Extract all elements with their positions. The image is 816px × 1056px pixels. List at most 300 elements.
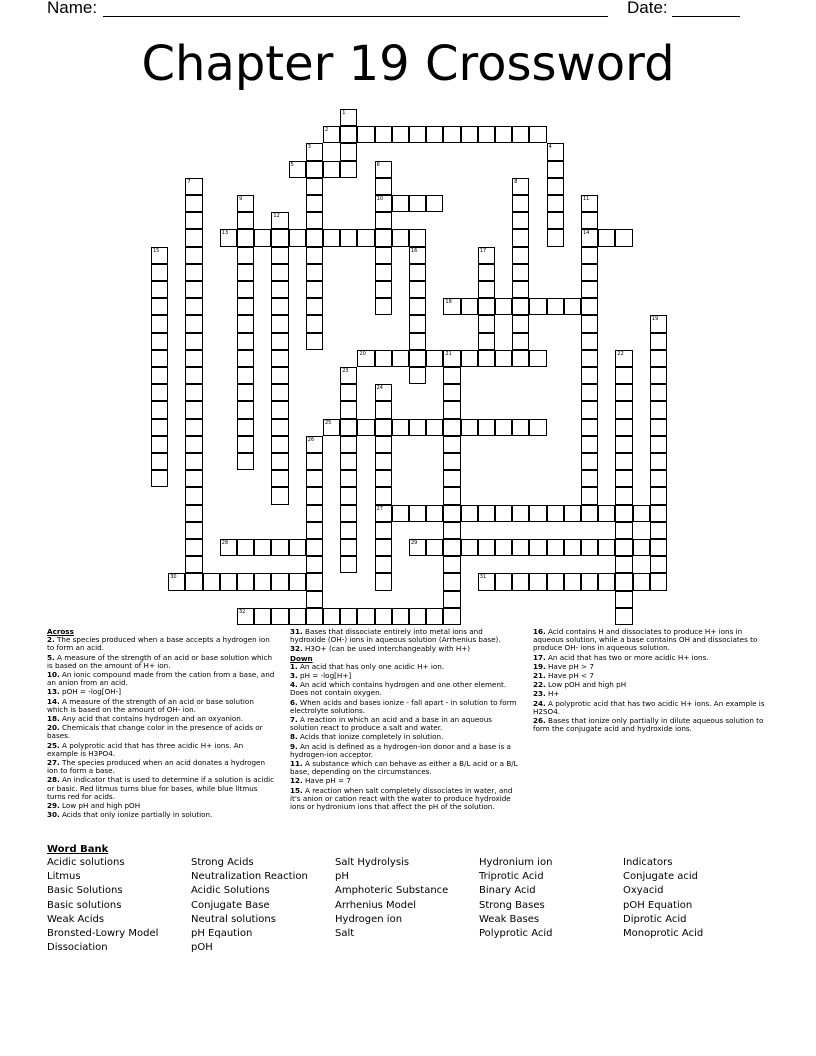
crossword-cell[interactable] [495, 539, 512, 556]
crossword-cell[interactable] [185, 212, 202, 229]
crossword-cell[interactable] [271, 350, 288, 367]
crossword-cell[interactable] [495, 505, 512, 522]
crossword-cell[interactable] [495, 573, 512, 590]
crossword-cell[interactable] [306, 298, 323, 315]
crossword-cell[interactable] [340, 505, 357, 522]
crossword-cell[interactable] [306, 212, 323, 229]
crossword-cell[interactable] [306, 573, 323, 590]
crossword-cell[interactable] [581, 453, 598, 470]
crossword-cell[interactable] [357, 229, 374, 246]
crossword-cell[interactable] [547, 143, 564, 160]
crossword-cell[interactable] [461, 539, 478, 556]
crossword-cell[interactable] [340, 401, 357, 418]
crossword-cell[interactable] [564, 505, 581, 522]
crossword-cell[interactable] [615, 350, 632, 367]
crossword-cell[interactable] [512, 229, 529, 246]
crossword-cell[interactable] [375, 229, 392, 246]
crossword-cell[interactable] [185, 281, 202, 298]
crossword-cell[interactable] [650, 470, 667, 487]
crossword-cell[interactable] [306, 522, 323, 539]
crossword-cell[interactable] [375, 453, 392, 470]
crossword-cell[interactable] [254, 573, 271, 590]
crossword-cell[interactable] [581, 247, 598, 264]
crossword-cell[interactable] [289, 229, 306, 246]
crossword-cell[interactable] [185, 298, 202, 315]
crossword-cell[interactable] [151, 419, 168, 436]
crossword-cell[interactable] [392, 126, 409, 143]
crossword-cell[interactable] [650, 350, 667, 367]
crossword-cell[interactable] [409, 505, 426, 522]
crossword-cell[interactable] [306, 453, 323, 470]
crossword-cell[interactable] [650, 315, 667, 332]
crossword-cell[interactable] [151, 436, 168, 453]
crossword-cell[interactable] [220, 539, 237, 556]
crossword-cell[interactable] [512, 315, 529, 332]
crossword-cell[interactable] [185, 453, 202, 470]
crossword-cell[interactable] [547, 505, 564, 522]
crossword-cell[interactable] [650, 401, 667, 418]
crossword-cell[interactable] [375, 350, 392, 367]
crossword-cell[interactable] [185, 350, 202, 367]
crossword-cell[interactable] [340, 608, 357, 625]
crossword-cell[interactable] [357, 350, 374, 367]
crossword-cell[interactable] [650, 436, 667, 453]
crossword-cell[interactable] [375, 436, 392, 453]
crossword-cell[interactable] [271, 264, 288, 281]
crossword-cell[interactable] [581, 436, 598, 453]
crossword-cell[interactable] [443, 384, 460, 401]
crossword-cell[interactable] [340, 367, 357, 384]
crossword-cell[interactable] [237, 436, 254, 453]
crossword-cell[interactable] [392, 419, 409, 436]
crossword-cell[interactable] [289, 573, 306, 590]
crossword-cell[interactable] [375, 401, 392, 418]
crossword-cell[interactable] [547, 161, 564, 178]
crossword-cell[interactable] [443, 487, 460, 504]
crossword-cell[interactable] [581, 333, 598, 350]
crossword-cell[interactable] [271, 367, 288, 384]
crossword-cell[interactable] [598, 539, 615, 556]
crossword-cell[interactable] [392, 505, 409, 522]
crossword-cell[interactable] [185, 264, 202, 281]
crossword-cell[interactable] [340, 384, 357, 401]
crossword-cell[interactable] [529, 505, 546, 522]
crossword-cell[interactable] [340, 161, 357, 178]
crossword-cell[interactable] [443, 591, 460, 608]
crossword-cell[interactable] [461, 505, 478, 522]
crossword-cell[interactable] [392, 229, 409, 246]
crossword-cell[interactable] [271, 229, 288, 246]
crossword-cell[interactable] [306, 247, 323, 264]
crossword-cell[interactable] [478, 315, 495, 332]
crossword-cell[interactable] [237, 315, 254, 332]
crossword-cell[interactable] [443, 350, 460, 367]
crossword-cell[interactable] [529, 539, 546, 556]
crossword-cell[interactable] [254, 539, 271, 556]
crossword-cell[interactable] [375, 384, 392, 401]
crossword-cell[interactable] [547, 229, 564, 246]
crossword-cell[interactable] [564, 298, 581, 315]
crossword-cell[interactable] [512, 178, 529, 195]
crossword-cell[interactable] [615, 522, 632, 539]
crossword-cell[interactable] [375, 522, 392, 539]
crossword-cell[interactable] [512, 505, 529, 522]
crossword-cell[interactable] [271, 401, 288, 418]
crossword-cell[interactable] [461, 350, 478, 367]
crossword-cell[interactable] [375, 212, 392, 229]
crossword-cell[interactable] [306, 487, 323, 504]
crossword-cell[interactable] [650, 556, 667, 573]
crossword-cell[interactable] [185, 487, 202, 504]
crossword-cell[interactable] [478, 281, 495, 298]
crossword-cell[interactable] [478, 505, 495, 522]
crossword-cell[interactable] [581, 367, 598, 384]
crossword-cell[interactable] [357, 126, 374, 143]
crossword-cell[interactable] [340, 487, 357, 504]
crossword-cell[interactable] [512, 350, 529, 367]
crossword-cell[interactable] [323, 161, 340, 178]
crossword-cell[interactable] [151, 453, 168, 470]
crossword-cell[interactable] [237, 453, 254, 470]
crossword-cell[interactable] [357, 419, 374, 436]
crossword-cell[interactable] [271, 212, 288, 229]
crossword-cell[interactable] [254, 608, 271, 625]
crossword-cell[interactable] [271, 333, 288, 350]
crossword-cell[interactable] [409, 229, 426, 246]
crossword-cell[interactable] [615, 436, 632, 453]
crossword-cell[interactable] [615, 401, 632, 418]
crossword-cell[interactable] [633, 505, 650, 522]
crossword-cell[interactable] [581, 298, 598, 315]
crossword-cell[interactable] [323, 229, 340, 246]
crossword-cell[interactable] [185, 229, 202, 246]
crossword-cell[interactable] [512, 247, 529, 264]
crossword-cell[interactable] [633, 573, 650, 590]
crossword-cell[interactable] [512, 539, 529, 556]
crossword-cell[interactable] [185, 384, 202, 401]
crossword-cell[interactable] [495, 350, 512, 367]
crossword-cell[interactable] [409, 195, 426, 212]
crossword-cell[interactable] [237, 195, 254, 212]
crossword-cell[interactable] [340, 109, 357, 126]
crossword-cell[interactable] [443, 419, 460, 436]
crossword-cell[interactable] [185, 419, 202, 436]
crossword-cell[interactable] [254, 229, 271, 246]
crossword-cell[interactable] [581, 573, 598, 590]
crossword-cell[interactable] [375, 281, 392, 298]
crossword-cell[interactable] [185, 556, 202, 573]
crossword-cell[interactable] [426, 126, 443, 143]
crossword-cell[interactable] [581, 539, 598, 556]
crossword-cell[interactable] [443, 505, 460, 522]
crossword-cell[interactable] [151, 264, 168, 281]
crossword-cell[interactable] [443, 556, 460, 573]
crossword-cell[interactable] [237, 539, 254, 556]
crossword-cell[interactable] [375, 556, 392, 573]
crossword-cell[interactable] [426, 505, 443, 522]
crossword-cell[interactable] [392, 195, 409, 212]
crossword-cell[interactable] [375, 126, 392, 143]
crossword-cell[interactable] [185, 573, 202, 590]
crossword-cell[interactable] [615, 505, 632, 522]
crossword-cell[interactable] [409, 539, 426, 556]
crossword-cell[interactable] [271, 315, 288, 332]
crossword-cell[interactable] [306, 608, 323, 625]
crossword-cell[interactable] [306, 539, 323, 556]
crossword-cell[interactable] [581, 419, 598, 436]
crossword-cell[interactable] [581, 350, 598, 367]
crossword-cell[interactable] [306, 315, 323, 332]
crossword-cell[interactable] [237, 264, 254, 281]
crossword-cell[interactable] [478, 126, 495, 143]
crossword-cell[interactable] [495, 126, 512, 143]
crossword-cell[interactable] [185, 247, 202, 264]
crossword-cell[interactable] [478, 298, 495, 315]
crossword-cell[interactable] [237, 573, 254, 590]
crossword-cell[interactable] [306, 281, 323, 298]
crossword-cell[interactable] [426, 608, 443, 625]
crossword-cell[interactable] [323, 419, 340, 436]
crossword-cell[interactable] [289, 608, 306, 625]
crossword-cell[interactable] [323, 608, 340, 625]
crossword-cell[interactable] [375, 247, 392, 264]
crossword-cell[interactable] [615, 229, 632, 246]
crossword-cell[interactable] [271, 470, 288, 487]
crossword-cell[interactable] [409, 419, 426, 436]
crossword-cell[interactable] [443, 608, 460, 625]
crossword-cell[interactable] [650, 573, 667, 590]
crossword-cell[interactable] [443, 573, 460, 590]
crossword-cell[interactable] [529, 298, 546, 315]
crossword-cell[interactable] [547, 195, 564, 212]
crossword-cell[interactable] [426, 195, 443, 212]
crossword-cell[interactable] [615, 470, 632, 487]
crossword-cell[interactable] [220, 229, 237, 246]
crossword-cell[interactable] [185, 470, 202, 487]
crossword-cell[interactable] [151, 367, 168, 384]
crossword-cell[interactable] [633, 539, 650, 556]
crossword-cell[interactable] [426, 350, 443, 367]
crossword-cell[interactable] [340, 436, 357, 453]
crossword-cell[interactable] [151, 298, 168, 315]
crossword-cell[interactable] [443, 367, 460, 384]
crossword-cell[interactable] [409, 298, 426, 315]
crossword-cell[interactable] [306, 195, 323, 212]
crossword-cell[interactable] [409, 350, 426, 367]
crossword-cell[interactable] [237, 281, 254, 298]
crossword-cell[interactable] [185, 522, 202, 539]
crossword-cell[interactable] [443, 539, 460, 556]
crossword-cell[interactable] [185, 539, 202, 556]
crossword-cell[interactable] [271, 436, 288, 453]
crossword-cell[interactable] [340, 143, 357, 160]
crossword-cell[interactable] [323, 126, 340, 143]
crossword-cell[interactable] [615, 539, 632, 556]
crossword-cell[interactable] [650, 505, 667, 522]
crossword-cell[interactable] [185, 401, 202, 418]
crossword-cell[interactable] [375, 470, 392, 487]
crossword-cell[interactable] [237, 333, 254, 350]
crossword-cell[interactable] [185, 195, 202, 212]
crossword-cell[interactable] [375, 298, 392, 315]
crossword-cell[interactable] [409, 264, 426, 281]
crossword-cell[interactable] [409, 315, 426, 332]
crossword-cell[interactable] [547, 539, 564, 556]
crossword-cell[interactable] [581, 212, 598, 229]
crossword-cell[interactable] [271, 608, 288, 625]
crossword-cell[interactable] [340, 229, 357, 246]
crossword-cell[interactable] [615, 487, 632, 504]
crossword-cell[interactable] [461, 298, 478, 315]
crossword-cell[interactable] [237, 229, 254, 246]
crossword-cell[interactable] [478, 573, 495, 590]
crossword-cell[interactable] [512, 333, 529, 350]
crossword-cell[interactable] [306, 178, 323, 195]
crossword-cell[interactable] [151, 247, 168, 264]
crossword-cell[interactable] [443, 401, 460, 418]
crossword-cell[interactable] [547, 178, 564, 195]
crossword-cell[interactable] [409, 281, 426, 298]
crossword-cell[interactable] [237, 298, 254, 315]
crossword-cell[interactable] [306, 143, 323, 160]
crossword-cell[interactable] [615, 573, 632, 590]
crossword-cell[interactable] [581, 505, 598, 522]
crossword-cell[interactable] [340, 126, 357, 143]
crossword-cell[interactable] [237, 247, 254, 264]
crossword-cell[interactable] [478, 333, 495, 350]
crossword-cell[interactable] [340, 556, 357, 573]
crossword-cell[interactable] [289, 161, 306, 178]
crossword-cell[interactable] [512, 212, 529, 229]
crossword-cell[interactable] [151, 384, 168, 401]
crossword-cell[interactable] [375, 419, 392, 436]
crossword-cell[interactable] [529, 350, 546, 367]
crossword-cell[interactable] [185, 333, 202, 350]
crossword-cell[interactable] [443, 126, 460, 143]
crossword-cell[interactable] [168, 573, 185, 590]
crossword-cell[interactable] [375, 573, 392, 590]
crossword-cell[interactable] [615, 384, 632, 401]
crossword-cell[interactable] [375, 608, 392, 625]
crossword-cell[interactable] [581, 281, 598, 298]
crossword-cell[interactable] [512, 195, 529, 212]
crossword-cell[interactable] [185, 367, 202, 384]
crossword-cell[interactable] [340, 453, 357, 470]
crossword-cell[interactable] [564, 539, 581, 556]
crossword-cell[interactable] [478, 419, 495, 436]
crossword-cell[interactable] [375, 487, 392, 504]
crossword-cell[interactable] [547, 573, 564, 590]
crossword-cell[interactable] [271, 539, 288, 556]
crossword-cell[interactable] [409, 126, 426, 143]
crossword-cell[interactable] [357, 608, 374, 625]
crossword-cell[interactable] [271, 298, 288, 315]
crossword-cell[interactable] [581, 470, 598, 487]
crossword-cell[interactable] [185, 436, 202, 453]
crossword-cell[interactable] [443, 522, 460, 539]
crossword-cell[interactable] [461, 419, 478, 436]
crossword-cell[interactable] [306, 591, 323, 608]
crossword-cell[interactable] [426, 539, 443, 556]
crossword-cell[interactable] [203, 573, 220, 590]
crossword-cell[interactable] [581, 401, 598, 418]
crossword-cell[interactable] [340, 470, 357, 487]
crossword-cell[interactable] [495, 419, 512, 436]
crossword-cell[interactable] [581, 229, 598, 246]
crossword-cell[interactable] [151, 281, 168, 298]
crossword-cell[interactable] [598, 505, 615, 522]
crossword-cell[interactable] [598, 229, 615, 246]
crossword-cell[interactable] [512, 281, 529, 298]
crossword-cell[interactable] [650, 487, 667, 504]
crossword-cell[interactable] [375, 195, 392, 212]
crossword-cell[interactable] [581, 195, 598, 212]
crossword-cell[interactable] [237, 384, 254, 401]
crossword-cell[interactable] [598, 573, 615, 590]
crossword-cell[interactable] [185, 178, 202, 195]
crossword-cell[interactable] [512, 573, 529, 590]
crossword-cell[interactable] [650, 522, 667, 539]
crossword-cell[interactable] [443, 298, 460, 315]
crossword-cell[interactable] [237, 350, 254, 367]
crossword-cell[interactable] [547, 298, 564, 315]
crossword-cell[interactable] [271, 453, 288, 470]
crossword-cell[interactable] [529, 419, 546, 436]
crossword-cell[interactable] [529, 573, 546, 590]
crossword-cell[interactable] [306, 505, 323, 522]
crossword-cell[interactable] [615, 556, 632, 573]
crossword-cell[interactable] [271, 573, 288, 590]
crossword-cell[interactable] [340, 419, 357, 436]
crossword-cell[interactable] [185, 505, 202, 522]
crossword-cell[interactable] [495, 298, 512, 315]
crossword-cell[interactable] [392, 608, 409, 625]
crossword-cell[interactable] [564, 573, 581, 590]
crossword-cell[interactable] [306, 161, 323, 178]
crossword-cell[interactable] [271, 487, 288, 504]
crossword-cell[interactable] [615, 608, 632, 625]
crossword-cell[interactable] [185, 315, 202, 332]
crossword-cell[interactable] [375, 505, 392, 522]
crossword-cell[interactable] [151, 401, 168, 418]
crossword-cell[interactable] [340, 522, 357, 539]
crossword-cell[interactable] [615, 367, 632, 384]
crossword-cell[interactable] [615, 419, 632, 436]
crossword-cell[interactable] [650, 384, 667, 401]
crossword-cell[interactable] [478, 539, 495, 556]
crossword-cell[interactable] [271, 384, 288, 401]
crossword-cell[interactable] [151, 470, 168, 487]
crossword-cell[interactable] [237, 212, 254, 229]
crossword-cell[interactable] [512, 264, 529, 281]
crossword-cell[interactable] [529, 126, 546, 143]
crossword-cell[interactable] [306, 333, 323, 350]
crossword-cell[interactable] [271, 247, 288, 264]
crossword-cell[interactable] [478, 264, 495, 281]
crossword-cell[interactable] [409, 608, 426, 625]
crossword-cell[interactable] [237, 367, 254, 384]
crossword-cell[interactable] [512, 298, 529, 315]
crossword-cell[interactable] [375, 264, 392, 281]
crossword-cell[interactable] [581, 487, 598, 504]
crossword-cell[interactable] [340, 539, 357, 556]
crossword-cell[interactable] [220, 573, 237, 590]
crossword-cell[interactable] [512, 126, 529, 143]
crossword-cell[interactable] [409, 367, 426, 384]
crossword-cell[interactable] [375, 178, 392, 195]
crossword-cell[interactable] [426, 419, 443, 436]
crossword-cell[interactable] [237, 401, 254, 418]
